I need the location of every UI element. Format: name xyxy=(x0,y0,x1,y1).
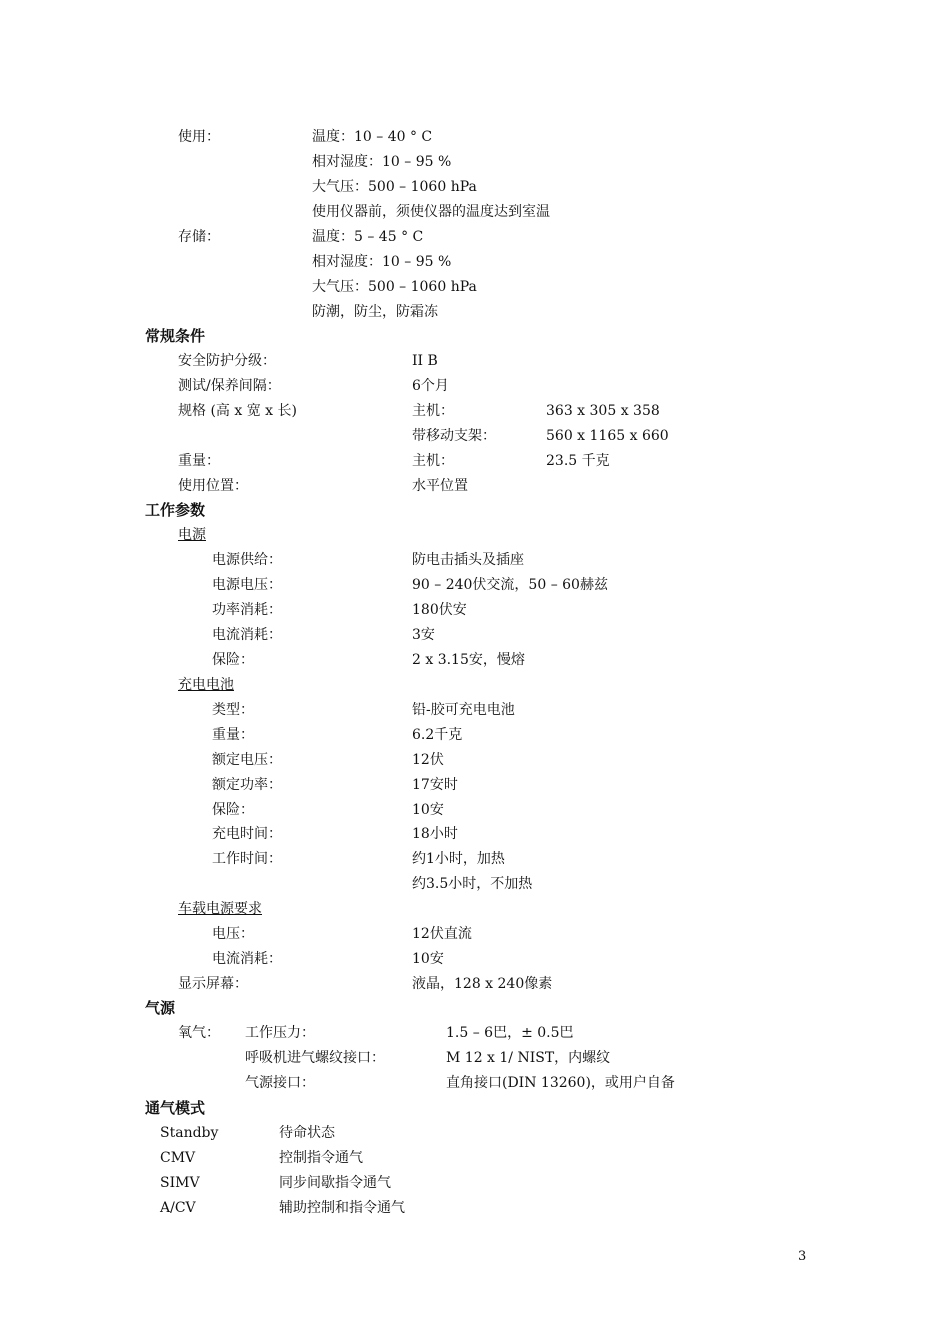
spec-label: 重量： xyxy=(178,453,220,469)
mode-description: 待命状态 xyxy=(279,1125,335,1141)
spec-label: 显示屏幕： xyxy=(178,976,248,992)
spec-value: 3安 xyxy=(412,627,435,643)
spec-label: 额定电压： xyxy=(212,752,282,768)
spec-label: 电流消耗： xyxy=(212,951,282,967)
spec-value: 10安 xyxy=(412,951,444,967)
section-heading-operation: 工作参数 xyxy=(145,501,206,519)
spec-label: 测试/保养间隔： xyxy=(178,378,281,394)
storage-line: 温度：5 – 45 ° C xyxy=(312,229,424,245)
section-heading-general: 常规条件 xyxy=(145,327,206,345)
spec-sublabel: 主机： xyxy=(412,403,454,419)
mode-code: A/CV xyxy=(160,1200,196,1216)
spec-label: 使用位置： xyxy=(178,478,248,494)
use-line: 使用仪器前，须使仪器的温度达到室温 xyxy=(312,204,550,220)
spec-value: 90 – 240伏交流，50 – 60赫兹 xyxy=(412,577,608,593)
page-number: 3 xyxy=(798,1249,807,1264)
spec-label: 类型： xyxy=(212,702,254,718)
spec-value: 约1小时，加热 xyxy=(412,851,505,867)
spec-sublabel: 带移动支架： xyxy=(412,428,496,444)
subsection-title-battery: 充电电池 xyxy=(178,677,234,693)
spec-value: 23.5 千克 xyxy=(546,453,610,469)
spec-value: 12伏直流 xyxy=(412,926,472,942)
spec-label: 电流消耗： xyxy=(212,627,282,643)
subsection-title-vehicle: 车载电源要求 xyxy=(178,901,262,917)
spec-value: 直角接口(DIN 13260)，或用户自备 xyxy=(446,1075,675,1091)
spec-label: 工作压力： xyxy=(245,1025,315,1041)
spec-value: 6.2千克 xyxy=(412,727,463,743)
spec-value: 10安 xyxy=(412,802,444,818)
use-line: 温度：10 – 40 ° C xyxy=(312,129,433,145)
spec-label: 保险： xyxy=(212,802,254,818)
spec-value: 363 x 305 x 358 xyxy=(546,403,660,419)
spec-label: 电源电压： xyxy=(212,577,282,593)
spec-label: 电压： xyxy=(212,926,254,942)
spec-value: 560 x 1165 x 660 xyxy=(546,428,669,444)
spec-value: II B xyxy=(412,353,438,369)
spec-value: 铅-胶可充电电池 xyxy=(412,702,515,718)
mode-description: 控制指令通气 xyxy=(279,1150,363,1166)
use-line: 大气压：500 – 1060 hPa xyxy=(312,179,477,195)
spec-value: 1.5 – 6巴，± 0.5巴 xyxy=(446,1025,574,1041)
section-heading-gas: 气源 xyxy=(145,999,176,1017)
spec-label: 呼吸机进气螺纹接口： xyxy=(245,1050,385,1066)
spec-value: 防电击插头及插座 xyxy=(412,552,524,568)
mode-description: 辅助控制和指令通气 xyxy=(279,1200,405,1216)
mode-description: 同步间歇指令通气 xyxy=(279,1175,391,1191)
spec-label: 安全防护分级： xyxy=(178,353,276,369)
spec-label: 规格 (高 x 宽 x 长) xyxy=(178,403,297,419)
spec-value: 180伏安 xyxy=(412,602,467,618)
storage-line: 防潮，防尘，防霜冻 xyxy=(312,304,438,320)
use-label: 使用： xyxy=(178,129,220,145)
spec-value: 6个月 xyxy=(412,378,449,394)
spec-label: 重量： xyxy=(212,727,254,743)
section-heading-modes: 通气模式 xyxy=(145,1099,206,1117)
spec-label: 工作时间： xyxy=(212,851,282,867)
spec-value: 水平位置 xyxy=(412,478,468,494)
spec-value: 18小时 xyxy=(412,826,458,842)
storage-line: 大气压：500 – 1060 hPa xyxy=(312,279,477,295)
spec-label: 充电时间： xyxy=(212,826,282,842)
storage-line: 相对湿度：10 – 95 % xyxy=(312,254,452,270)
spec-label: 保险： xyxy=(212,652,254,668)
spec-label: 额定功率： xyxy=(212,777,282,793)
oxygen-label: 氧气： xyxy=(178,1025,220,1041)
spec-value: 液晶，128 x 240像素 xyxy=(412,976,553,992)
spec-label: 电源供给： xyxy=(212,552,282,568)
use-line: 相对湿度：10 – 95 % xyxy=(312,154,452,170)
subsection-title-power: 电源 xyxy=(178,527,206,543)
spec-value: M 12 x 1/ NIST，内螺纹 xyxy=(446,1050,611,1066)
mode-code: CMV xyxy=(160,1150,196,1166)
storage-label: 存储： xyxy=(178,229,220,245)
spec-value: 17安时 xyxy=(412,777,458,793)
spec-label: 气源接口： xyxy=(245,1075,315,1091)
spec-value: 12伏 xyxy=(412,752,444,768)
spec-sublabel: 主机： xyxy=(412,453,454,469)
spec-value: 2 x 3.15安，慢熔 xyxy=(412,652,525,668)
mode-code: SIMV xyxy=(160,1175,200,1191)
spec-value: 约3.5小时，不加热 xyxy=(412,876,533,892)
spec-label: 功率消耗： xyxy=(212,602,282,618)
mode-code: Standby xyxy=(160,1125,219,1141)
